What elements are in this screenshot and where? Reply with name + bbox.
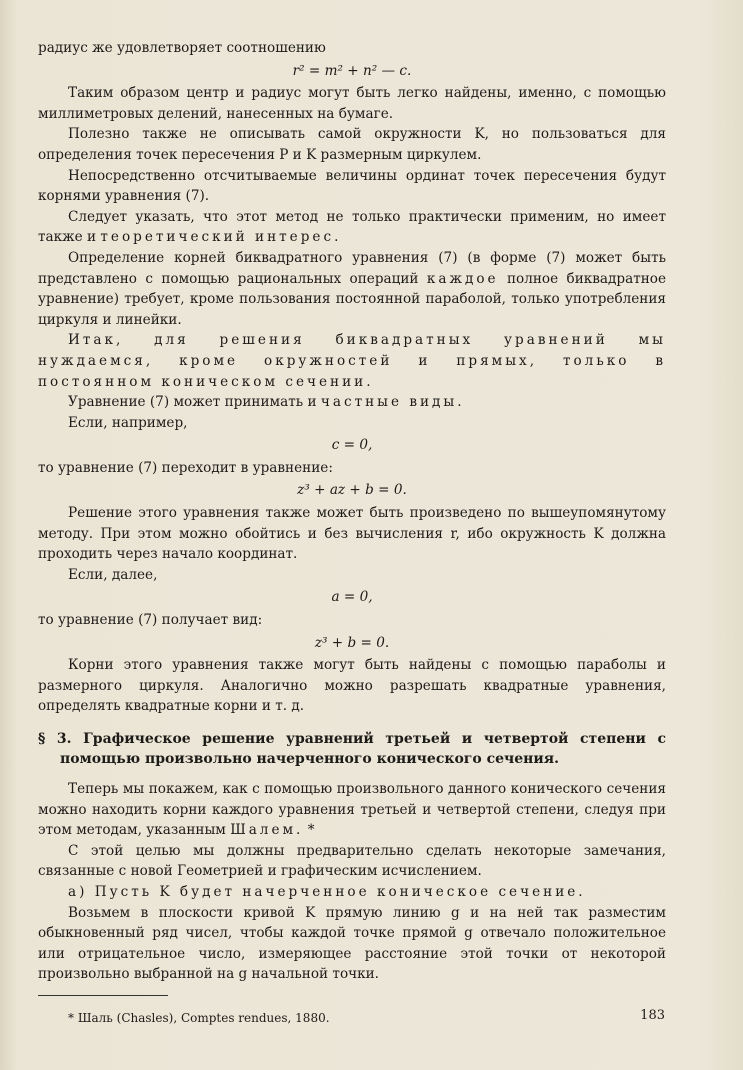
section-title: Графическое решение уравнений третьей и четвертой степени с помощью произвольно начерченного конического сечения. bbox=[60, 731, 667, 767]
section-heading bbox=[38, 729, 666, 769]
paragraph-15: С этой целью мы должны предварительно сделать некоторые замечания, связанные с новой Геометрией и графическим исчислением. bbox=[38, 842, 666, 880]
paragraph-14-spaced: Шалем. bbox=[230, 822, 304, 839]
paragraph-5-spaced: каждое bbox=[426, 270, 499, 287]
paragraph-4 bbox=[38, 207, 666, 248]
paragraph-11: Если, далее, bbox=[68, 566, 158, 583]
line-1: радиус же удовлетворяет соотношению bbox=[38, 40, 326, 56]
paragraph-6: Итак, для решения биквадратных уравнений мы нуждаемся, кроме окружностей и прямых, только в постоянном коническом сечении. bbox=[38, 332, 666, 390]
page-text bbox=[38, 38, 666, 1041]
footnote: * Шаль (Chasles), Comptes rendues, 1880. bbox=[68, 1010, 330, 1025]
paragraph-5-text-a: Определение корней биквадратного уравнения (7) (в форме (7) может быть представлено с помощью рациональных операций bbox=[38, 249, 666, 287]
paragraph-14-text: Теперь мы покажем, как с помощью произвольного данного конического сечения можно находить корни каждого уравнения третьей и четвертой степени, следуя при этом методам, указанным bbox=[38, 781, 666, 839]
formula-5: z³ + b = 0. bbox=[314, 634, 390, 651]
paragraph-5-text-c: полное биквадратное уравнение) требует, кроме пользования постоянной параболой, только употребления циркуля и линейки. bbox=[38, 270, 667, 328]
paragraph-9: то уравнение (7) переходит в уравнение: bbox=[38, 459, 333, 476]
paragraph-4-spaced: теоретический интерес. bbox=[100, 229, 342, 246]
paragraph-8: Если, например, bbox=[68, 414, 188, 431]
footnote-marker: * bbox=[303, 822, 315, 839]
paragraph-14 bbox=[38, 779, 666, 841]
paragraph-1: Таким образом центр и радиус могут быть легко найдены, именно, с помощью миллиметровых делений, нанесенных на бумаге. bbox=[38, 85, 666, 122]
paragraph-2: Полезно также не описывать самой окружности K, но пользоваться для определения точек пересечения P и K размерным циркулем. bbox=[38, 126, 666, 163]
paragraph-16: а) Пусть K будет начерченное коническое сечение. bbox=[68, 883, 586, 900]
page-number: 183 bbox=[640, 1008, 665, 1023]
paragraph-4-text: Следует указать, что этот метод не только практически применим, но имеет также и bbox=[38, 208, 666, 246]
paragraph-12: то уравнение (7) получает вид: bbox=[38, 612, 263, 629]
formula-3: z³ + az + b = 0. bbox=[297, 482, 407, 499]
paragraph-10: Решение этого уравнения также может быть произведено по вышеупомянутому методу. При этом можно обойтись и без вычисления r, ибо окружность K должна проходить через начало координат. bbox=[38, 505, 666, 563]
footnote-rule bbox=[38, 995, 168, 996]
section-number: § 3. bbox=[38, 731, 72, 747]
formula-1: r² = m² + n² — c. bbox=[292, 62, 412, 79]
paragraph-13: Корни этого уравнения также могут быть найдены с помощью параболы и размерного циркуля. Аналогично можно разрешать квадратные уравнения, определять квадратные корни и т. д. bbox=[38, 657, 666, 715]
paragraph-7-spaced: частные виды. bbox=[320, 394, 465, 411]
paragraph-3: Непосредственно отсчитываемые величины ординат точек пересечения будут корнями уравнения (7). bbox=[38, 167, 666, 205]
paragraph-7-text: Уравнение (7) может принимать и bbox=[68, 394, 321, 411]
formula-2: c = 0, bbox=[331, 437, 373, 454]
formula-4: a = 0, bbox=[331, 589, 373, 606]
paragraph-5 bbox=[38, 248, 666, 330]
paragraph-17: Возьмем в плоскости кривой K прямую линию g и на ней так разместим обыкновенный ряд чисел, чтобы каждой точке прямой g отвечало положительное или отрицательное число, измеряющее расстояние этой точки от некоторой произвольно выбранной на g начальной точки. bbox=[38, 904, 666, 983]
paragraph-7 bbox=[38, 392, 666, 413]
